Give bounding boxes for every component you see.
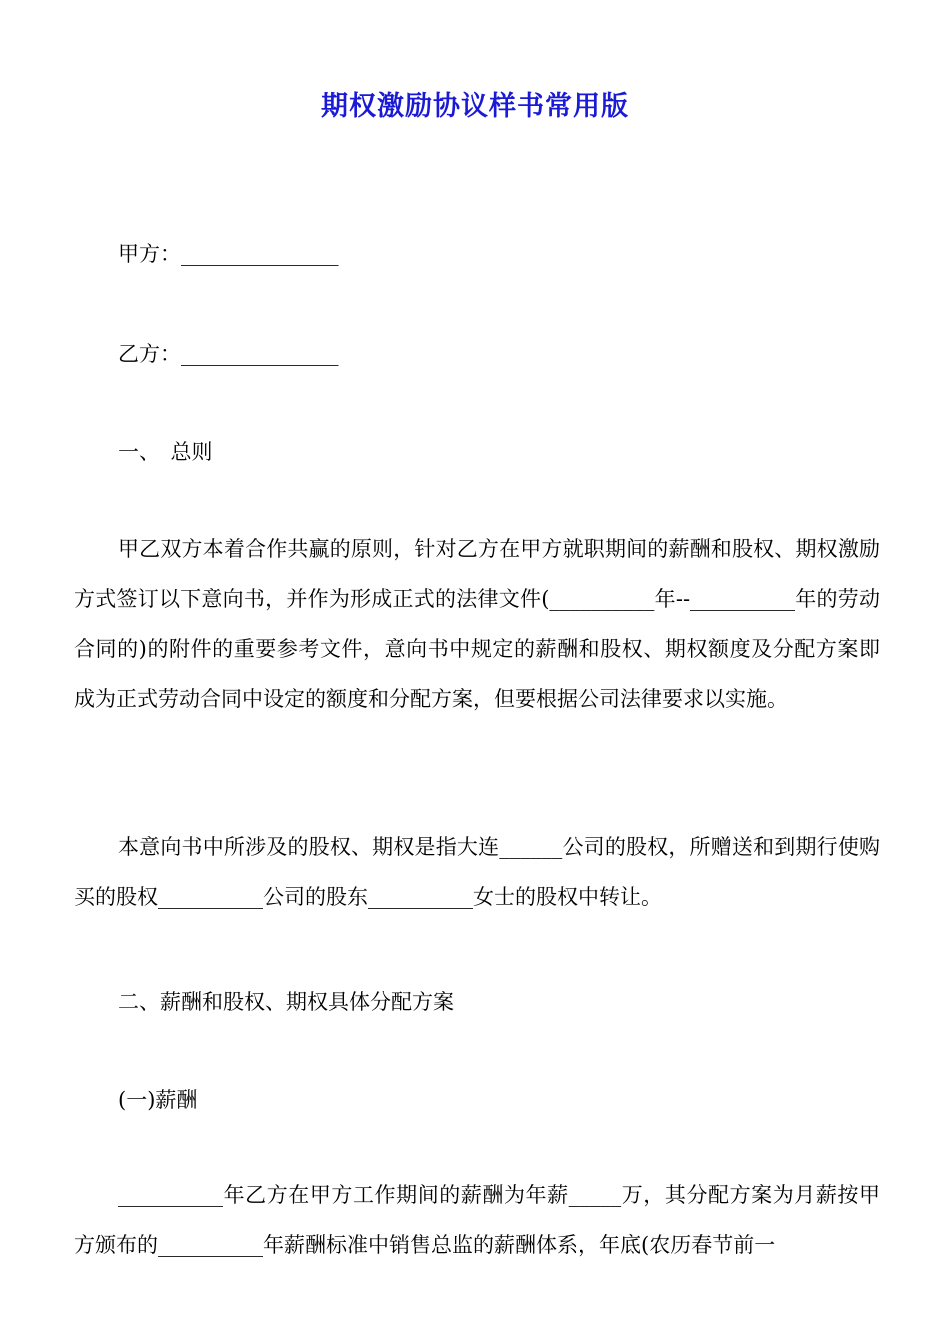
document-title: 期权激励协议样书常用版	[321, 91, 629, 122]
paragraph-equity-source: 本意向书中所涉及的股权、期权是指大连______公司的股权，所赠送和到期行使购买的股权__________公司的股东__________女士的股权中转让。	[74, 835, 880, 909]
paragraph-general-principle: 甲乙双方本着合作共赢的原则，针对乙方在甲方就职期间的薪酬和股权、期权激励方式签订以下意向书，并作为形成正式的法律文件(__________年--__________年的劳动合同的)的附件的重要参考文件，意向书中规定的薪酬和股权、期权额度及分配方案即成为正式劳动合同中设定的额度和分配方案，但要根据公司法律要求以实施。	[74, 537, 880, 711]
section-heading-general: 一、 总则	[118, 440, 213, 464]
section-heading-distribution: 二、薪酬和股权、期权具体分配方案	[118, 990, 454, 1014]
paragraph-salary: __________年乙方在甲方工作期间的薪酬为年薪_____万，其分配方案为月薪按甲方颁布的__________年薪酬标准中销售总监的薪酬体系，年底(农历春节前一	[74, 1183, 880, 1257]
party-a-line: 甲方：_______________	[118, 242, 339, 266]
subsection-heading-salary: (一)薪酬	[118, 1088, 198, 1112]
party-b-line: 乙方：_______________	[118, 342, 339, 366]
